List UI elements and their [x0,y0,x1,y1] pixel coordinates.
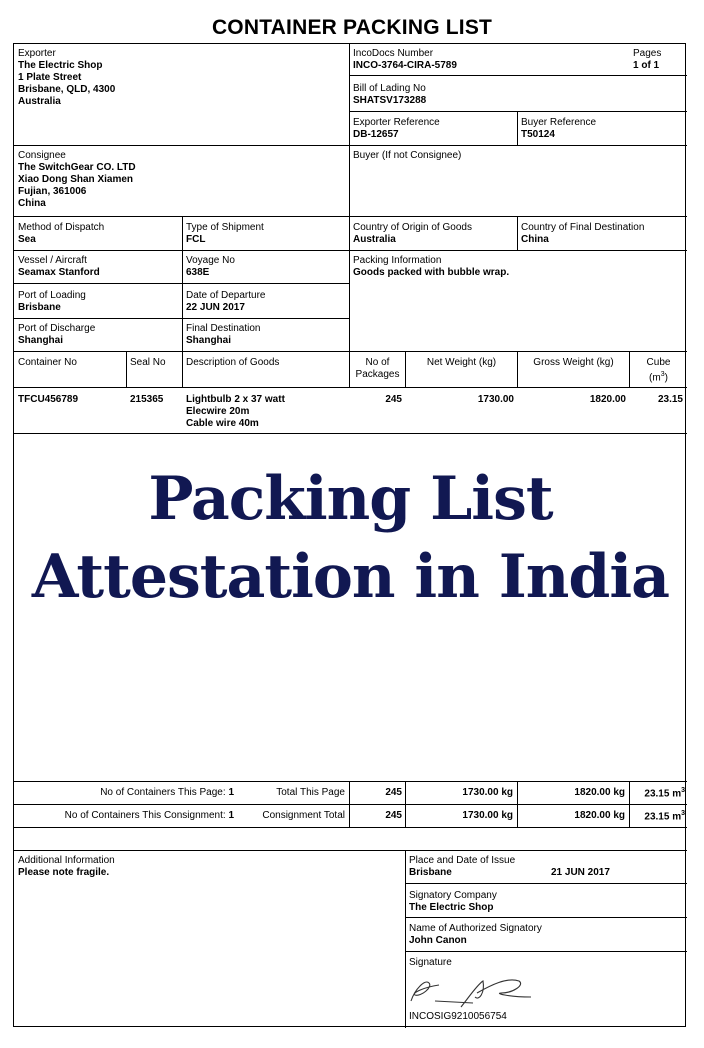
destination-country-label: Country of Final Destination [521,222,645,233]
origin-block [353,222,472,246]
header-cube-unit: (m [649,372,661,384]
consignment-cube [630,810,685,822]
consignment-net: 1730.00 kg [462,810,513,821]
consignment-cube-sup: 3 [681,810,685,817]
pages-block [633,48,661,72]
rule [349,111,687,112]
exporter-reference-label: Exporter Reference [353,117,440,128]
bill-of-lading-label: Bill of Lading No [353,83,426,94]
rule [14,804,687,805]
watermark-line-2: Attestation in India [31,542,670,612]
port-discharge-block [18,323,95,347]
total-page-cube-sup: 3 [681,787,685,794]
additional-info-value: Please note fragile. [18,867,110,878]
rule [14,145,687,146]
containers-this-page-value: 1 [228,787,234,798]
rule [14,781,687,782]
port-loading-block [18,290,86,314]
consignee-value: The SwitchGear CO. LTD Xiao Dong Shan Xiamen Fujian, 361006 China [18,162,136,209]
voyage-label: Voyage No [186,255,235,266]
rule [182,216,183,387]
total-page-cube-value: 23.15 m [644,788,682,800]
signature-label: Signature [409,957,452,968]
additional-info-label: Additional Information [18,855,115,866]
shipment-type-block [186,222,264,246]
document-title: CONTAINER PACKING LIST [211,16,493,39]
containers-consignment-value: 1 [228,810,234,821]
consignment-total-label: Consignment Total [262,810,345,821]
authorized-signatory-value: John Canon [409,935,467,946]
authorized-signatory-label: Name of Authorized Signatory [409,923,542,934]
packing-info-block [353,255,509,279]
voyage-block [186,255,235,279]
pages-value: 1 of 1 [633,60,660,71]
origin-value: Australia [353,234,396,245]
vessel-block [18,255,100,279]
bill-of-lading-block [353,83,426,107]
dispatch-block [18,222,104,246]
signatory-company-label: Signatory Company [409,890,497,901]
header-cube-label: Cube [646,357,671,368]
origin-label: Country of Origin of Goods [353,222,472,233]
port-loading-value: Brisbane [18,302,61,313]
row-seal-no: 215365 [130,394,164,405]
header-cube-close: ) [664,372,668,384]
consignment-packages: 245 [385,810,402,821]
rule [14,827,687,828]
rule [517,216,518,250]
rule [405,917,687,918]
packing-info-label: Packing Information [353,255,442,266]
buyer-label: Buyer (If not Consignee) [353,150,462,161]
voyage-value: 638E [186,267,210,278]
containers-this-page [14,787,234,799]
port-discharge-value: Shanghai [18,335,64,346]
header-seal-no: Seal No [130,357,166,368]
destination-country-block [521,222,644,246]
packing-list-sheet [13,43,686,1027]
rule [349,44,350,351]
consignment-cube-value: 23.15 m [644,811,682,823]
issue-place: Brisbane [409,867,452,878]
additional-info-block [18,855,115,879]
rule [14,250,687,251]
buyer-block [353,150,461,162]
issue-block [409,855,515,879]
total-page-gross: 1820.00 kg [574,787,625,798]
header-description: Description of Goods [186,357,280,368]
total-this-page-label: Total This Page [276,787,345,798]
pages-label: Pages [633,48,662,59]
dispatch-label: Method of Dispatch [18,222,105,233]
departure-date-label: Date of Departure [186,290,266,301]
buyer-reference-value: T50124 [521,129,555,140]
final-destination-label: Final Destination [186,323,261,334]
departure-date-value: 22 JUN 2017 [186,302,245,313]
rule [14,351,687,352]
issue-date: 21 JUN 2017 [551,867,610,878]
consignee-block [18,150,136,210]
rule [517,111,518,145]
total-page-cube [630,787,685,799]
watermark-line-1: Packing List [148,464,553,534]
consignment-gross: 1820.00 kg [574,810,625,821]
final-destination-block [186,323,260,347]
consignee-label: Consignee [18,150,66,161]
rule [126,351,127,387]
row-net-weight: 1730.00 [477,394,514,405]
exporter-block [18,48,115,108]
rule [14,850,687,851]
destination-country-value: China [521,234,549,245]
containers-consignment-label: No of Containers This Consignment: [64,810,226,821]
buyer-reference-block [521,117,596,141]
incodocs-value: INCO-3764-CIRA-5789 [353,60,457,71]
exporter-reference-block [353,117,440,141]
shipment-type-value: FCL [186,234,206,245]
port-discharge-label: Port of Discharge [18,323,96,334]
containers-this-page-label: No of Containers This Page: [100,787,226,798]
rule [405,850,406,1028]
header-cube [630,357,687,384]
header-container-no: Container No [18,357,77,368]
header-cube-sup: 3 [660,371,665,378]
rule [405,951,687,952]
shipment-type-label: Type of Shipment [186,222,264,233]
incodocs-block [353,48,457,72]
total-page-packages: 245 [385,787,402,798]
signature-code: INCOSIG9210056754 [409,1011,507,1022]
exporter-label: Exporter [18,48,56,59]
signatory-company-value: The Electric Shop [409,902,494,913]
departure-date-block [186,290,266,314]
dispatch-value: Sea [18,234,36,245]
final-destination-value: Shanghai [186,335,232,346]
row-cube: 23.15 [657,394,683,405]
buyer-reference-label: Buyer Reference [521,117,597,128]
rule [14,387,687,388]
bill-of-lading-value: SHATSV173288 [353,95,427,106]
header-gross-weight: Gross Weight (kg) [533,357,614,368]
handwritten-signature [407,971,537,1011]
containers-consignment [14,810,234,822]
header-net-weight: Net Weight (kg) [426,357,497,368]
rule [349,75,687,76]
row-container-no: TFCU456789 [18,394,79,405]
row-packages: 245 [385,394,402,405]
row-description: Lightbulb 2 x 37 watt Elecwire 20m Cable wire 40m [186,394,285,429]
rule [14,433,687,434]
vessel-label: Vessel / Aircraft [18,255,87,266]
rule [14,216,687,217]
row-gross-weight: 1820.00 [589,394,626,405]
packing-info-value: Goods packed with bubble wrap. [353,267,510,278]
signatory-company-block [409,890,497,914]
header-packages: No of Packages [355,357,400,380]
total-page-net: 1730.00 kg [462,787,513,798]
issue-label: Place and Date of Issue [409,855,516,866]
incodocs-label: IncoDocs Number [353,48,434,59]
authorized-signatory-block [409,923,542,947]
rule [405,883,687,884]
exporter-reference-value: DB-12657 [353,129,399,140]
exporter-value: The Electric Shop 1 Plate Street Brisbane, QLD, 4300 Australia [18,60,116,107]
port-loading-label: Port of Loading [18,290,86,301]
vessel-value: Seamax Stanford [18,267,100,278]
